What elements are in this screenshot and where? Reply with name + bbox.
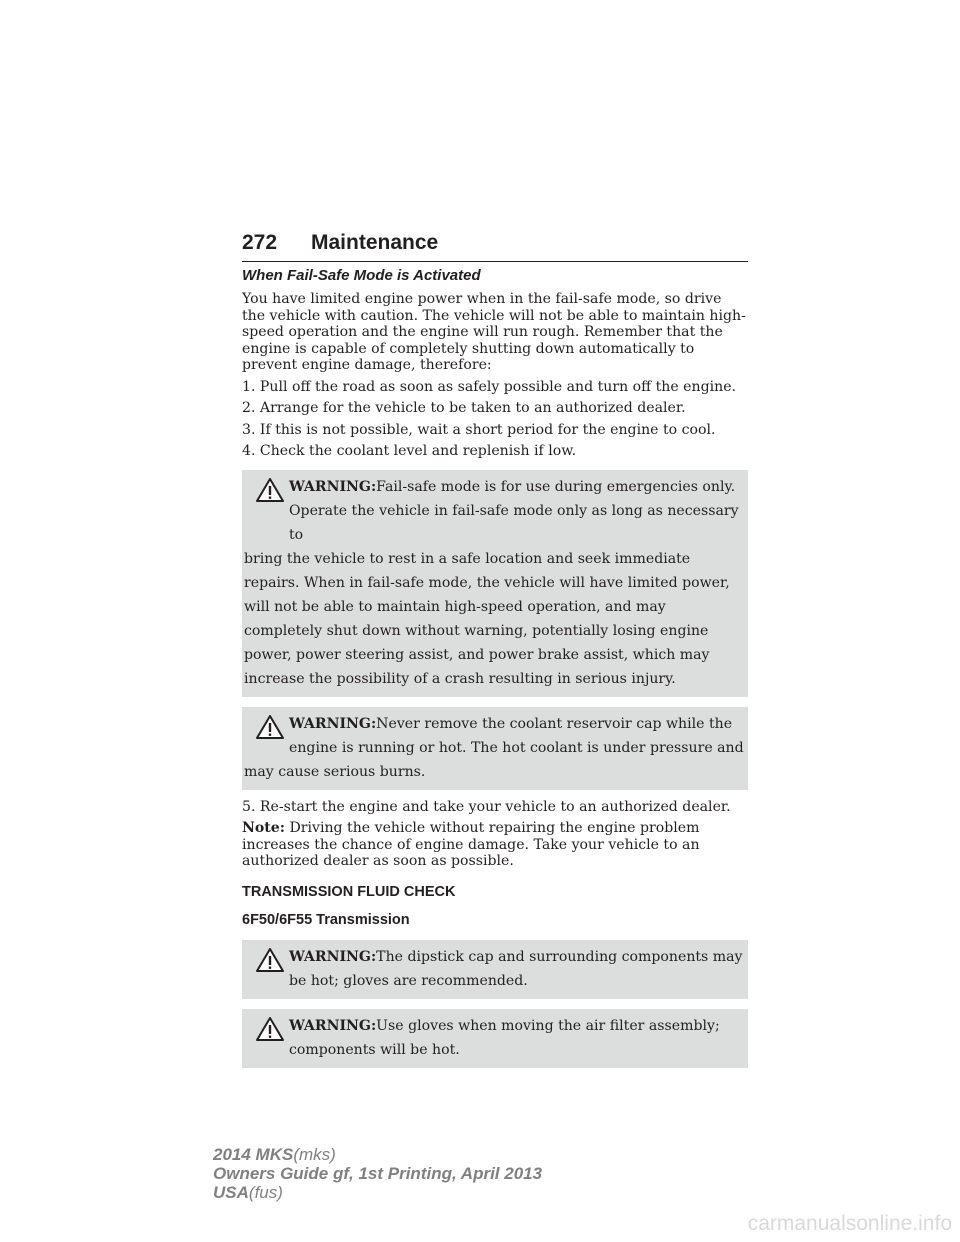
page-number: 272 <box>242 231 278 254</box>
fail-safe-subheading: When Fail-Safe Mode is Activated <box>242 267 481 284</box>
page-header <box>242 229 748 262</box>
step-2: 2. Arrange for the vehicle to be taken to an authorized dealer. <box>242 400 686 416</box>
section-title: Maintenance <box>311 231 439 254</box>
intro-paragraph: You have limited engine power when in the fail-safe mode, so drive the vehicle with caution. The vehicle will not be able to maintain high-speed operation and the engine will run rough. Remember that the engine is capable of completely shutting down automatically to prevent engine damage, therefore: <box>242 291 746 373</box>
step-1: 1. Pull off the road as soon as safely possible and turn off the engine. <box>242 378 737 395</box>
warning-lead-text: Use gloves when moving the air filter assembly; components will be hot. <box>289 1017 720 1058</box>
warning-body-text: may cause serious burns. <box>244 763 426 780</box>
footer-model: 2014 MKS <box>213 1145 294 1164</box>
warning-lead-text: Fail-safe mode is for use during emergencies only. Operate the vehicle in fail-safe mode only as long as necessary to <box>289 478 739 543</box>
warning-lead-text: Never remove the coolant reservoir cap while the engine is running or hot. The hot coolant is under pressure and <box>289 715 744 756</box>
step-3: 3. If this is not possible, wait a short period for the engine to cool. <box>242 421 716 438</box>
warning-triangle-icon <box>255 947 285 973</box>
section-heading: TRANSMISSION FLUID CHECK <box>242 883 456 900</box>
note-label: Note: <box>242 820 285 836</box>
warning-triangle-icon <box>255 714 285 740</box>
footer-guide-info: Owners Guide gf, 1st Printing, April 2013 <box>213 1164 543 1183</box>
warning-lead-text: The dipstick cap and surrounding components may be hot; gloves are recommended. <box>289 948 743 989</box>
warning-box <box>242 707 748 790</box>
warning-label: WARNING: <box>289 1017 377 1034</box>
footer-market: USA <box>213 1183 249 1202</box>
note-text: Driving the vehicle without repairing the engine problem increases the chance of engine damage. Take your vehicle to an authorized dealer as soon as possible. <box>242 820 700 869</box>
warning-triangle-icon <box>255 1016 285 1042</box>
page-content <box>242 266 748 1077</box>
warning-label: WARNING: <box>289 948 377 965</box>
footer-market-code: (fus) <box>248 1183 283 1202</box>
warning-body-text: bring the vehicle to rest in a safe location and seek immediate repairs. When in fail-safe mode, the vehicle will have limited power, will not be able to maintain high-speed operation, and may completely shut down without warning, potentially losing engine power, power steering assist, and power brake assist, which may increase the possibility of a crash resulting in serious injury. <box>244 550 730 687</box>
step-5: 5. Re-start the engine and take your vehicle to an authorized dealer. <box>242 798 731 815</box>
step-4: 4. Check the coolant level and replenish if low. <box>242 443 577 459</box>
warning-box <box>242 470 748 697</box>
footer-model-code: (mks) <box>293 1145 336 1164</box>
subsection-heading: 6F50/6F55 Transmission <box>242 911 410 928</box>
warning-triangle-icon <box>255 477 285 503</box>
warning-label: WARNING: <box>289 715 377 732</box>
warning-label: WARNING: <box>289 478 377 495</box>
note-paragraph <box>242 820 748 870</box>
watermark: carmanualsonline.info <box>747 1212 952 1235</box>
warning-box <box>242 1009 748 1068</box>
page-footer <box>213 1145 542 1202</box>
warning-box <box>242 940 748 999</box>
